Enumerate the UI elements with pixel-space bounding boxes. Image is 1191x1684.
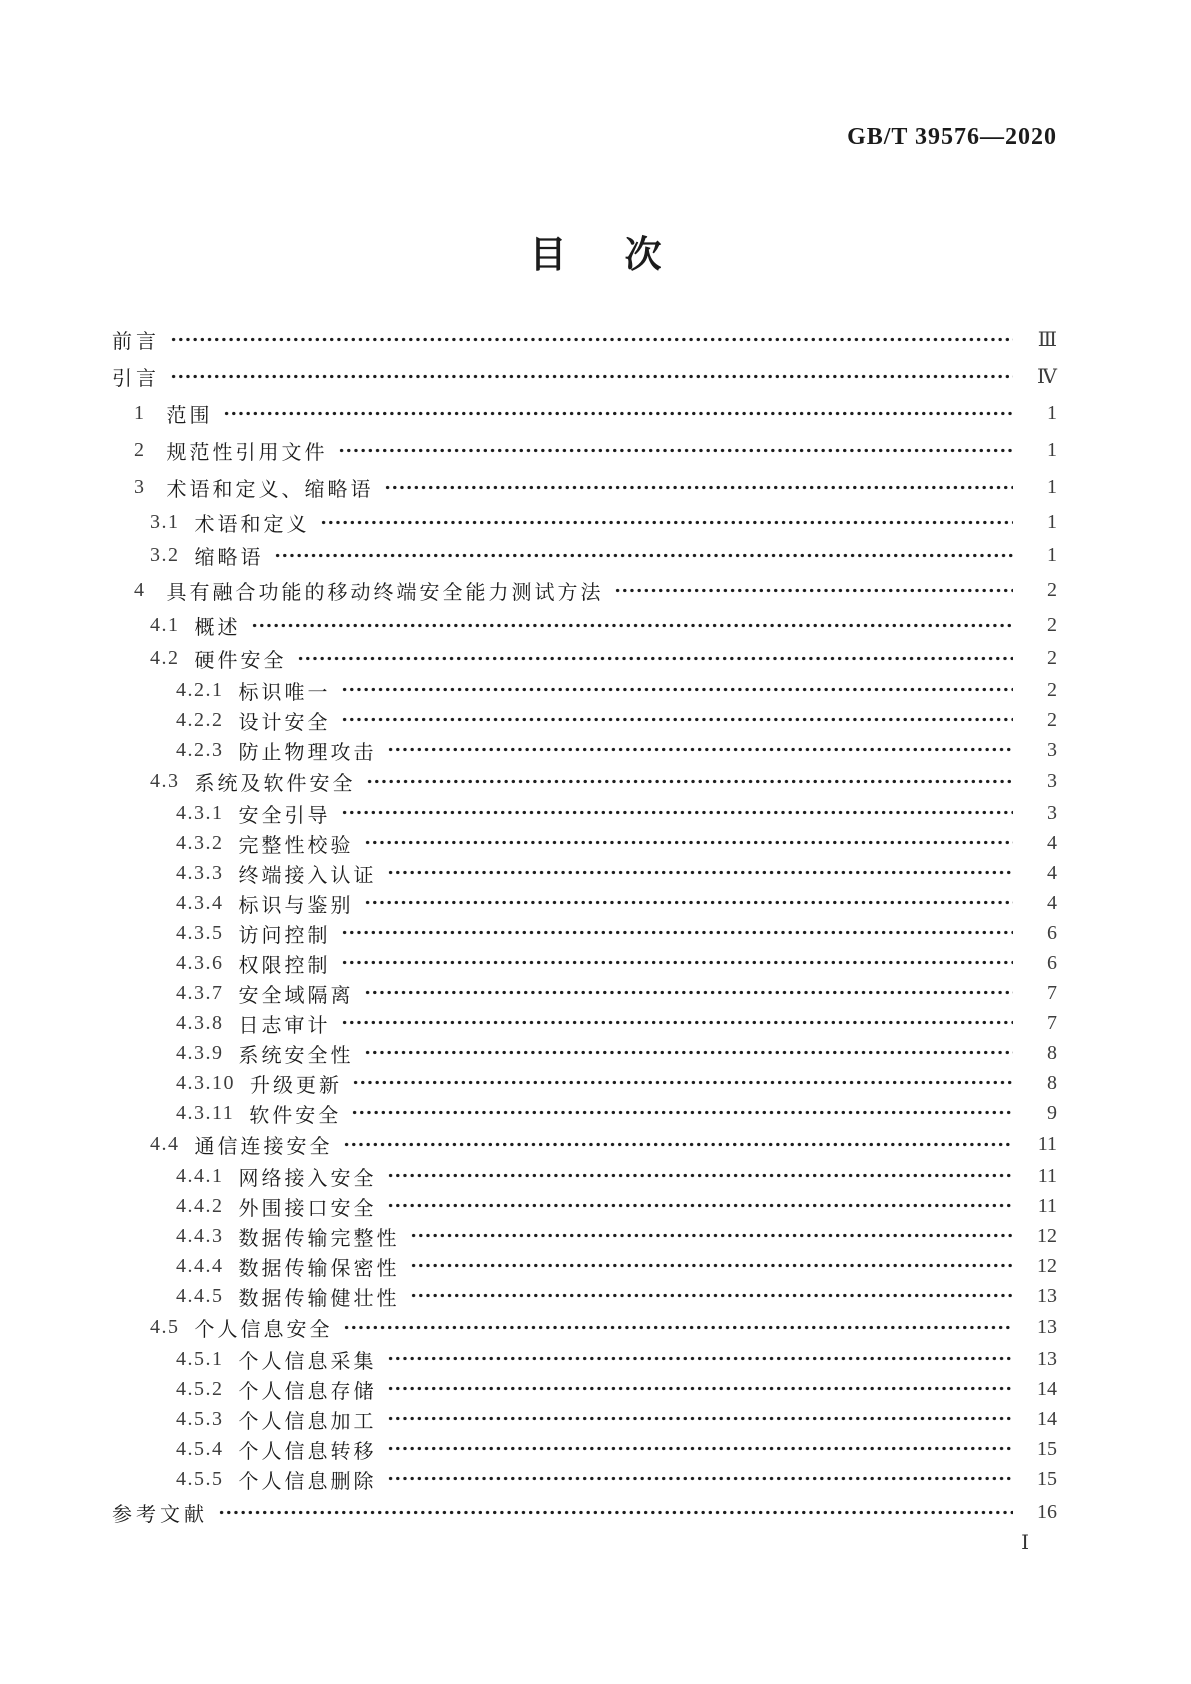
toc-entry-page: Ⅲ [1037,329,1057,351]
toc-entry-page: 14 [1037,1407,1057,1430]
dotted-leader [410,1221,1014,1251]
toc-entry-page: 2 [1047,678,1057,701]
dotted-leader [341,798,1014,828]
dotted-leader [410,1281,1014,1311]
toc-entry [112,1494,1057,1531]
toc-entry-number: 4.5.1 [176,1347,224,1370]
toc-entry [112,978,1057,1008]
toc-entry-page: 3 [1047,738,1057,761]
toc-entry-label: 个人信息安全 [194,1319,333,1341]
toc-entry [112,358,1057,395]
dotted-leader [384,469,1014,506]
dotted-leader [341,675,1014,705]
toc-entry-page: 1 [1047,476,1057,498]
toc-entry [112,675,1057,705]
toc-entry-label: 安全引导 [238,804,331,827]
toc-entry-number: 4.5.2 [176,1377,224,1400]
toc-entry [112,918,1057,948]
toc-entry [112,506,1057,539]
toc-entry [112,1008,1057,1038]
toc-entry-page: 9 [1047,1101,1057,1124]
toc-entry-number: 4.3.5 [176,921,224,944]
toc-entry-label: 升级更新 [250,1074,342,1097]
toc-entry-page: 1 [1047,402,1057,424]
toc-entry [112,798,1057,828]
dotted-leader [320,506,1014,539]
toc-entry-page: 6 [1047,921,1057,944]
dotted-leader [364,828,1014,858]
toc-entry-number: 4.1 [150,614,180,636]
toc-entry-label: 缩略语 [194,547,264,569]
toc-entry [112,858,1057,888]
toc-entry-page: 2 [1047,614,1057,636]
toc-entry-page: 3 [1047,801,1057,824]
toc-entry-label: 个人信息存储 [238,1380,377,1403]
toc-entry-label: 个人信息删除 [238,1470,377,1493]
toc-entry-number: 4.3.7 [176,981,224,1004]
toc-entry [112,1311,1057,1344]
toc-entry-number: 4.5.4 [176,1437,224,1460]
dotted-leader [364,978,1014,1008]
toc-entry-label: 个人信息加工 [238,1410,377,1433]
toc-entry-page: 2 [1047,647,1057,669]
dotted-leader [341,1008,1014,1038]
toc-entry-number: 4.3.11 [176,1101,235,1124]
dotted-leader [614,572,1014,609]
toc-entry-label: 系统及软件安全 [194,773,356,795]
toc-entry-label: 外围接口安全 [238,1197,377,1220]
toc-entry-label: 数据传输完整性 [238,1227,400,1250]
toc-entry-number: 4.4.4 [176,1254,224,1277]
toc-entry-page: 2 [1047,708,1057,731]
toc-entry-number: 4.3.1 [176,801,224,824]
dotted-leader [218,1494,1013,1531]
toc-entry-page: 14 [1037,1377,1057,1400]
toc-entry [112,1464,1057,1494]
toc-entry-label: 访问控制 [238,924,331,947]
dotted-leader [338,432,1014,469]
toc-entry-page: Ⅳ [1037,366,1057,388]
toc-entry [112,705,1057,735]
toc-entry [112,765,1057,798]
toc-entry-page: 8 [1047,1041,1057,1064]
toc-entry-number: 4.2.3 [176,738,224,761]
toc-entry [112,469,1057,506]
toc-entry-number: 3.2 [150,544,180,566]
dotted-leader [387,1161,1014,1191]
toc-entry-page: 4 [1047,831,1057,854]
toc-entry-page: 4 [1047,891,1057,914]
dotted-leader [351,1098,1013,1128]
dotted-leader [387,1464,1014,1494]
toc-entry-number: 4.5 [150,1316,180,1338]
toc-entry [112,1068,1057,1098]
dotted-leader [274,539,1014,572]
toc-entry-page: 8 [1047,1071,1057,1094]
toc-entry-label: 术语和定义 [194,514,310,536]
toc-entry-number: 4.3.10 [176,1071,235,1094]
toc-entry [112,1251,1057,1281]
toc-entry-page: 12 [1037,1224,1057,1247]
dotted-leader [170,358,1013,395]
toc-entry [112,1098,1057,1128]
toc-entry-number: 4.3.4 [176,891,224,914]
dotted-leader [343,1311,1014,1344]
toc-entry-number: 4.5.3 [176,1407,224,1430]
dotted-leader [341,948,1014,978]
toc-entry [112,948,1057,978]
toc-entry-number: 4.2.2 [176,708,224,731]
dotted-leader [170,321,1013,358]
toc-entry [112,1404,1057,1434]
dotted-leader [343,1128,1014,1161]
toc-entry-label: 范围 [166,405,213,427]
toc-entry-label: 日志审计 [238,1014,331,1037]
toc-entry-number: 4.3.9 [176,1041,224,1064]
toc-entry-page: 7 [1047,981,1057,1004]
toc-entry-number: 4.3.3 [176,861,224,884]
toc-entry [112,1344,1057,1374]
toc-entry [112,1221,1057,1251]
toc-entry [112,735,1057,765]
toc-entry-page: 15 [1037,1467,1057,1490]
toc-entry-number: 4.4.3 [176,1224,224,1247]
toc-entry-label: 引言 [112,368,160,390]
dotted-leader [387,1191,1014,1221]
toc-entry [112,1434,1057,1464]
dotted-leader [352,1068,1013,1098]
toc-entry-page: 3 [1047,770,1057,792]
toc-entry [112,539,1057,572]
toc-entry-number: 4.3.6 [176,951,224,974]
toc-entry-label: 前言 [112,331,160,353]
toc-entry [112,1374,1057,1404]
toc-entry-page: 2 [1047,579,1057,601]
toc-entry-number: 3.1 [150,511,180,533]
toc-entry-label: 数据传输保密性 [238,1257,400,1280]
toc-entry-label: 概述 [194,617,241,639]
page-number: Ⅰ [1021,1532,1029,1554]
toc-entry [112,609,1057,642]
toc-entry-page: 13 [1037,1347,1057,1370]
toc-entry-label: 权限控制 [238,954,331,977]
toc-entry-number: 4 [134,579,146,601]
toc-entry-page: 1 [1047,439,1057,461]
toc-entry [112,888,1057,918]
toc-entry [112,1128,1057,1161]
dotted-leader [341,918,1014,948]
toc-entry-label: 标识唯一 [238,681,331,704]
toc-entry-number: 4.3 [150,770,180,792]
toc-entry-page: 1 [1047,544,1057,566]
toc-entry [112,828,1057,858]
toc-entry-number: 4.4.2 [176,1194,224,1217]
toc-entry-number: 4.4.5 [176,1284,224,1307]
toc-entry-page: 12 [1037,1254,1057,1277]
toc-entry [112,1191,1057,1221]
toc-entry-number: 3 [134,476,146,498]
toc-entry-page: 7 [1047,1011,1057,1034]
toc-entry-page: 13 [1037,1284,1057,1307]
toc-entry-label: 完整性校验 [238,834,354,857]
toc-entry-label: 具有融合功能的移动终端安全能力测试方法 [166,582,604,604]
standard-number: GB/T 39576—2020 [847,124,1057,150]
toc-entry-label: 防止物理攻击 [238,741,377,764]
table-of-contents [112,321,1057,1531]
toc-entry-number: 4.4 [150,1133,180,1155]
toc-entry-page: 11 [1037,1194,1057,1217]
toc-entry-label: 设计安全 [238,711,331,734]
toc-entry-page: 6 [1047,951,1057,974]
page-title [0,224,1191,278]
toc-entry-label: 个人信息采集 [238,1350,377,1373]
toc-entry [112,321,1057,358]
dotted-leader [387,735,1014,765]
toc-entry-label: 安全域隔离 [238,984,354,1007]
dotted-leader [366,765,1014,798]
toc-entry-page: 13 [1037,1316,1057,1338]
toc-entry [112,572,1057,609]
toc-entry-number: 4.3.8 [176,1011,224,1034]
toc-entry-page: 15 [1037,1437,1057,1460]
toc-entry [112,1281,1057,1311]
toc-entry-number: 1 [134,402,146,424]
toc-entry-page: 4 [1047,861,1057,884]
toc-entry-label: 系统安全性 [238,1044,354,1067]
dotted-leader [410,1251,1014,1281]
dotted-leader [251,609,1014,642]
dotted-leader [223,395,1014,432]
dotted-leader [297,642,1014,675]
toc-entry-label: 个人信息转移 [238,1440,377,1463]
toc-entry-page: 1 [1047,511,1057,533]
toc-entry-number: 4.4.1 [176,1164,224,1187]
toc-entry [112,432,1057,469]
toc-entry-number: 4.2 [150,647,180,669]
toc-entry-number: 4.2.1 [176,678,224,701]
dotted-leader [387,1434,1014,1464]
toc-entry [112,1038,1057,1068]
toc-entry [112,642,1057,675]
toc-entry-label: 术语和定义、缩略语 [166,479,374,501]
page-footer [112,1531,1057,1555]
toc-entry-label: 规范性引用文件 [166,442,328,464]
dotted-leader [387,1404,1014,1434]
page-title-text: 目次 [529,235,720,276]
dotted-leader [364,1038,1014,1068]
toc-entry-label: 通信连接安全 [194,1136,333,1158]
dotted-leader [364,888,1014,918]
toc-entry-label: 软件安全 [249,1104,342,1127]
toc-entry-label: 网络接入安全 [238,1167,377,1190]
toc-entry-number: 4.5.5 [176,1467,224,1490]
toc-entry-label: 参考文献 [112,1504,208,1526]
toc-entry-page: 16 [1037,1501,1057,1523]
toc-entry-page: 11 [1037,1164,1057,1187]
dotted-leader [387,1344,1014,1374]
toc-entry [112,1161,1057,1191]
toc-entry-label: 标识与鉴别 [238,894,354,917]
dotted-leader [387,1374,1014,1404]
dotted-leader [341,705,1014,735]
toc-entry [112,395,1057,432]
toc-entry-label: 终端接入认证 [238,864,377,887]
toc-entry-label: 硬件安全 [194,650,287,672]
dotted-leader [387,858,1014,888]
toc-entry-number: 2 [134,439,146,461]
toc-entry-number: 4.3.2 [176,831,224,854]
toc-entry-page: 11 [1037,1133,1057,1155]
toc-entry-label: 数据传输健壮性 [238,1287,400,1310]
